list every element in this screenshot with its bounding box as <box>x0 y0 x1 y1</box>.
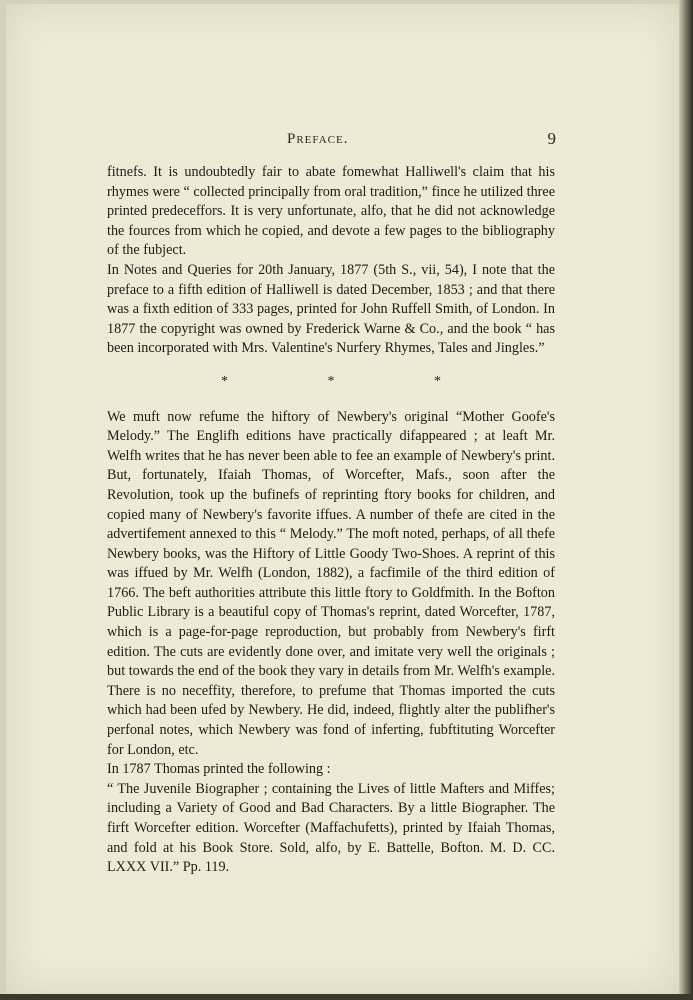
paragraph-3: We muft now refume the hiftory of Newbery's original “Mother Goofe's Melody.” The Englifh editions have practically difappeared ; at leaft Mr. Welfh writes that he has never been able to fee an example of Newbery's print. But, fortunately, Ifaiah Thomas, of Worcefter, Mafs., soon after the Revolution, took up the bufinefs of reprinting ftory books for children, and copied many of Newbery's favorite iffues. A number of thefe are cited in the advertifement annexed to this “ Melody.” The moft noted, perhaps, of all thefe Newbery books, was the Hiftory of Little Goody Two-Shoes. A reprint of this was iffued by Mr. Welfh (London, 1882), a facfimile of the third edition of 1766. The beft authorities attribute this little ftory to Goldfmith. In the Bofton Public Library is a beautiful copy of Thomas's reprint, dated Worcefter, 1787, which is a page-for-page reproduction, but probably from Newbery's firft edition. The cuts are evidently done over, and imitate very well the originals ; but towards the end of the book they vary in details from Mr. Welfh's example. There is no neceffity, therefore, to prefume that Thomas imported the cuts which had been ufed by Newbery. He did, indeed, flightly alter the publifher's perfonal notes, which Newbery was fond of inferting, fubftituting Worcefter for London, etc. <box>107 408 555 758</box>
page-number: 9 <box>547 129 557 148</box>
running-title: Preface. <box>287 131 349 147</box>
paragraph-2: In Notes and Queries for 20th January, 1877 (5th S., vii, 54), I note that the preface to a fifth edition of Halliwell is dated December, 1853 ; and that there was a fixth edition of 333 pages, printed for John Ruffell Smith, of London. In 1877 the copyright was owned by Frederick Warne & Co., and the book “ has been incorporated with Mrs. Valentine's Nurfery Rhymes, Tales and Jingles.” <box>107 261 555 357</box>
bottom-edge <box>0 994 693 1000</box>
running-header <box>287 131 557 153</box>
section-separator: * * * <box>221 373 489 389</box>
paragraph-4: In 1787 Thomas printed the following : <box>107 761 331 778</box>
paragraph-5: “ The Juvenile Biographer ; containing the Lives of little Mafters and Miffes; including a Variety of Good and Bad Characters. By a little Biographer. The firft Worcefter edition. Worcefter (Maffachufetts), printed by Ifaiah Thomas, and fold at his Book Store. Sold, alfo, by E. Battelle, Bofton. M. D. CC. LXXX VII.” Pp. 119. <box>107 780 555 876</box>
body-text <box>107 163 555 878</box>
paragraph-1: fitnefs. It is undoubtedly fair to abate fomewhat Halliwell's claim that his rhymes were “ collected principally from oral tradition,” fince he utilized three printed predeceffors. It is very unfortunate, alfo, that he did not acknowledge the fources from which he copied, and devote a few pages to the bibliography of the fubject. <box>107 164 555 259</box>
page-edge <box>679 0 693 1000</box>
